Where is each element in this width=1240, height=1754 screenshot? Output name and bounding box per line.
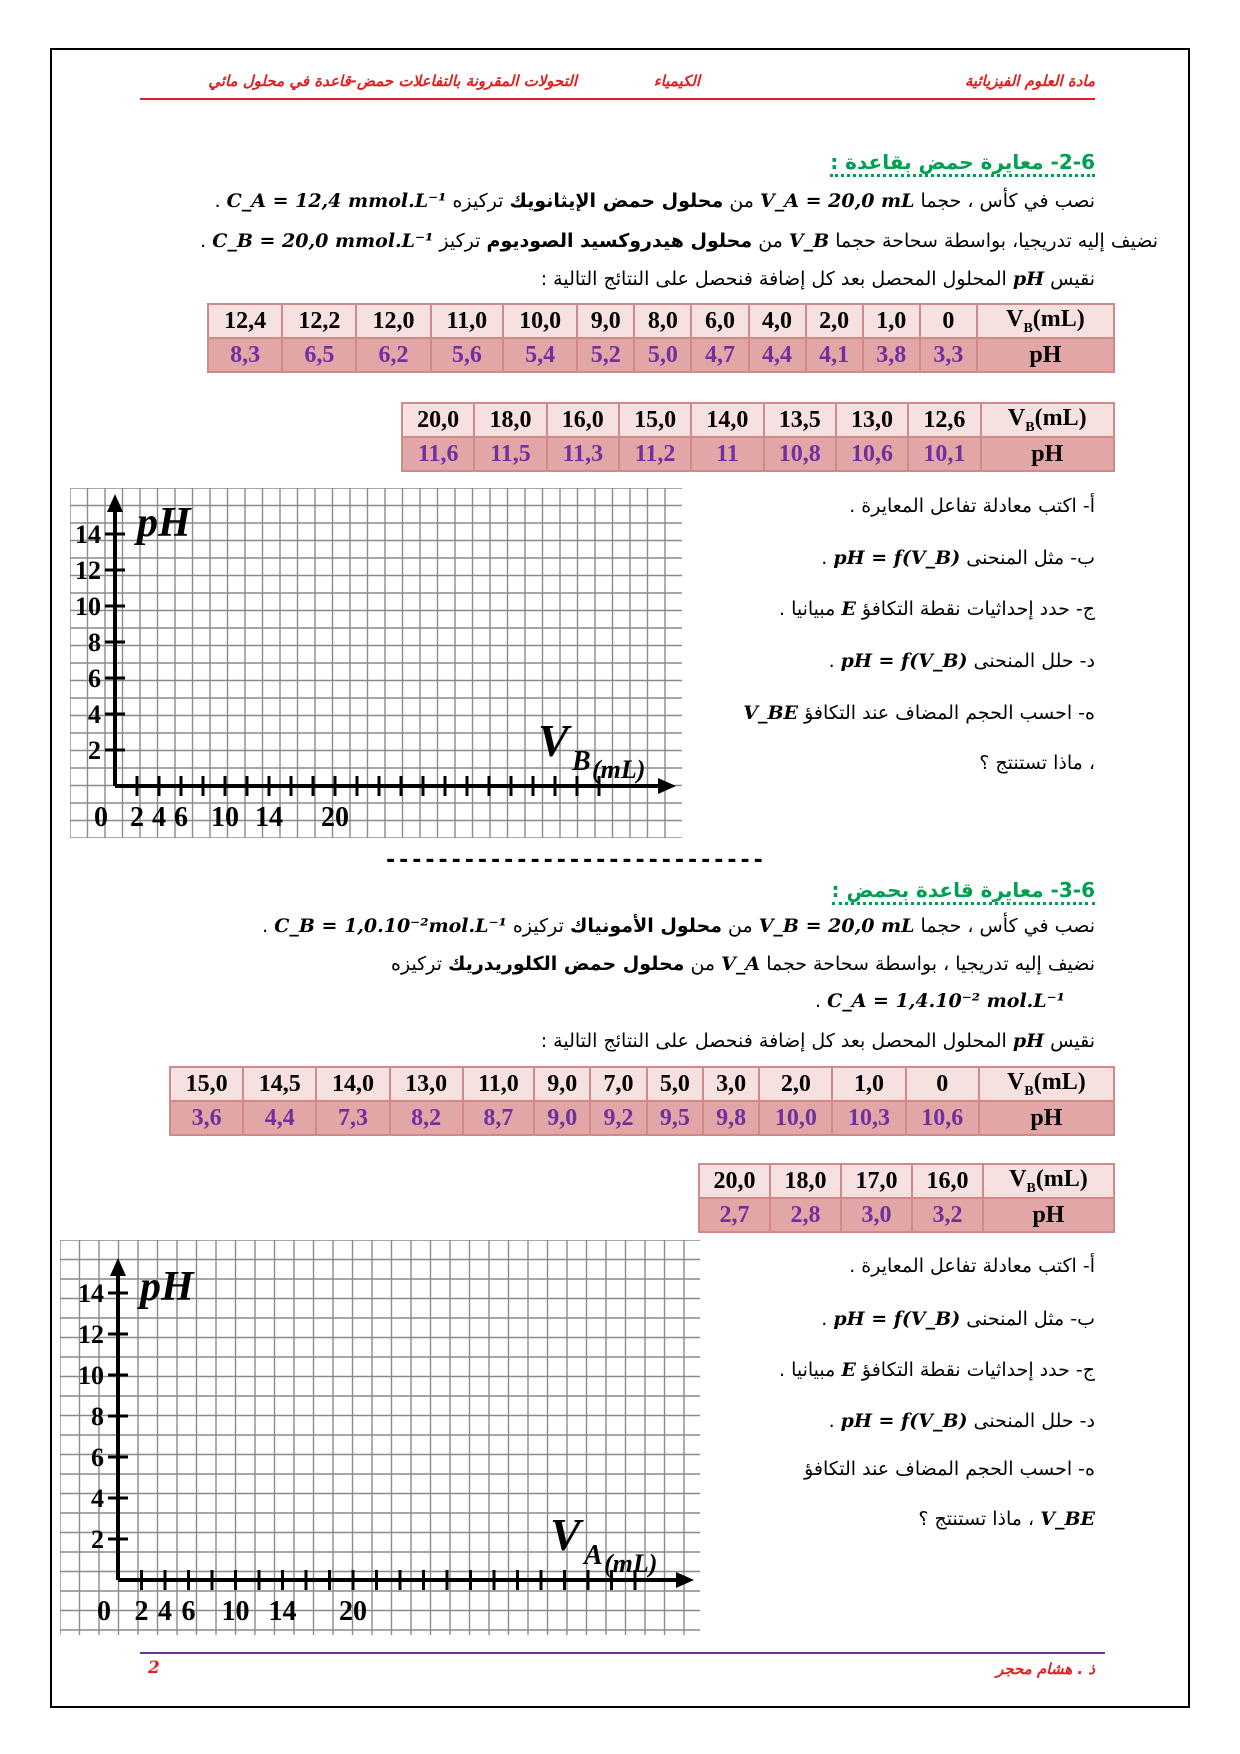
row-header: pH <box>979 1101 1114 1135</box>
text: ب- مثل المنحنى <box>966 1308 1095 1330</box>
x-tick-label: 20 <box>339 1596 367 1627</box>
math-cb: C_B = 20,0 mmol.L⁻¹ <box>212 230 434 252</box>
section2-line2b <box>815 990 1065 1012</box>
volume-row <box>699 1164 1114 1198</box>
text: ه- احسب الحجم المضاف عند التكافؤ <box>804 702 1095 724</box>
y-tick-label: 4 <box>88 700 101 729</box>
section1-table2 <box>401 402 1115 472</box>
y-tick-label: 2 <box>91 1525 104 1554</box>
table-cell: 6,2 <box>356 338 430 372</box>
math: E <box>841 1359 856 1381</box>
text: . <box>821 547 828 569</box>
table-cell: 14,0 <box>691 403 763 437</box>
table-cell: 8,0 <box>634 304 691 338</box>
text: نقيس <box>1050 1030 1095 1052</box>
table-cell: 0 <box>906 1067 979 1101</box>
text: د- حلل المنحنى <box>973 650 1095 672</box>
s1-question-f: ، ماذا تستنتج ؟ <box>979 752 1095 774</box>
text: نصب في كأس ، حجما <box>920 190 1095 212</box>
math-ph: pH <box>1012 268 1045 290</box>
solution-name: محلول الأمونياك <box>569 915 722 937</box>
x-axis-subscript: B <box>572 746 591 777</box>
table-cell: 3,0 <box>841 1198 912 1232</box>
y-axis-label: pH <box>137 500 191 546</box>
math: pH = f(V_B) <box>833 1308 961 1330</box>
table-cell: 16,0 <box>912 1164 983 1198</box>
table-cell: 11,0 <box>463 1067 534 1101</box>
table-cell: 8,2 <box>390 1101 463 1135</box>
y-tick-label: 14 <box>75 520 101 549</box>
x-tick-label: 6 <box>174 802 188 833</box>
table-cell: 9,0 <box>534 1067 590 1101</box>
table-cell: 9,5 <box>647 1101 703 1135</box>
math-ca: C_A = 1,4.10⁻² mol.L⁻¹ <box>827 990 1065 1012</box>
table-cell: 12,4 <box>208 304 282 338</box>
text: مبيانيا . <box>779 598 836 620</box>
math: E <box>841 598 856 620</box>
volume-row <box>402 403 1114 437</box>
s1-question-e <box>743 702 1095 724</box>
table-cell: 11,0 <box>431 304 503 338</box>
section2-line1 <box>262 915 1095 937</box>
table-cell: 3,6 <box>170 1101 243 1135</box>
s2-question-a: أ- اكتب معادلة تفاعل المعايرة . <box>849 1255 1095 1277</box>
table-cell: 10,8 <box>764 437 836 471</box>
text: . <box>814 990 822 1012</box>
y-tick-label: 4 <box>91 1484 104 1513</box>
text: من <box>728 915 753 937</box>
text: نضيف إليه تدريجيا، بواسطة سحاحة حجما <box>835 230 1158 252</box>
header-subject: مادة العلوم الفيزيائية <box>964 72 1095 90</box>
text: . <box>262 915 269 937</box>
x-tick-label: 10 <box>221 1596 250 1627</box>
text: . <box>828 650 835 672</box>
table-cell: 3,3 <box>920 338 977 372</box>
table-cell: 10,1 <box>908 437 980 471</box>
ph-row <box>170 1101 1114 1135</box>
x-tick-label: 0 <box>97 1596 111 1627</box>
text: . <box>828 1410 835 1432</box>
text: نقيس <box>1050 268 1095 290</box>
y-tick-label: 14 <box>78 1279 104 1308</box>
row-header: pH <box>981 437 1115 471</box>
table-cell: 8,3 <box>208 338 282 372</box>
y-tick-label: 10 <box>75 592 101 621</box>
x-axis-unit: (mL) <box>604 1549 658 1578</box>
math: V_BE <box>743 702 799 724</box>
x-tick-label: 14 <box>255 802 283 833</box>
y-tick-label: 8 <box>88 628 101 657</box>
text: . <box>821 1308 828 1330</box>
ph-row <box>208 338 1114 372</box>
table-cell: 10,6 <box>836 437 908 471</box>
table-cell: 20,0 <box>402 403 474 437</box>
table-cell: 1,0 <box>832 1067 905 1101</box>
table-cell: 9,8 <box>703 1101 759 1135</box>
s2-question-e: ه- احسب الحجم المضاف عند التكافؤ <box>804 1458 1095 1480</box>
s1-question-b <box>821 547 1095 569</box>
table-cell: 13,0 <box>390 1067 463 1101</box>
table-cell: 9,0 <box>577 304 634 338</box>
table-cell: 17,0 <box>841 1164 912 1198</box>
table-cell: 4,7 <box>691 338 748 372</box>
table-cell: 20,0 <box>699 1164 770 1198</box>
table-cell: 6,5 <box>282 338 356 372</box>
table-cell: 10,6 <box>906 1101 979 1135</box>
ph-row <box>402 437 1114 471</box>
table-cell: 5,0 <box>647 1067 703 1101</box>
table-cell: 9,2 <box>590 1101 646 1135</box>
text: تركيزه <box>452 190 504 212</box>
table-cell: 12,2 <box>282 304 356 338</box>
text: تركيز <box>439 230 481 252</box>
table-cell: 5,6 <box>431 338 503 372</box>
table-cell: 10,0 <box>503 304 577 338</box>
table-cell: 11 <box>691 437 763 471</box>
s1-question-c <box>779 598 1095 620</box>
y-tick-label: 6 <box>91 1443 104 1472</box>
table-cell: 15,0 <box>170 1067 243 1101</box>
text: . <box>214 190 221 212</box>
table-cell: 6,0 <box>691 304 748 338</box>
x-tick-label: 2 <box>130 802 144 833</box>
table-cell: 12,6 <box>908 403 980 437</box>
text: تركيزه <box>512 915 564 937</box>
section2-line2 <box>391 953 1095 975</box>
table-cell: 11,3 <box>547 437 619 471</box>
text: من <box>690 953 716 975</box>
page-header <box>140 72 1095 102</box>
section1-graph <box>70 488 682 838</box>
table-cell: 5,0 <box>634 338 691 372</box>
table-cell: 18,0 <box>474 403 546 437</box>
y-tick-label: 2 <box>88 736 101 765</box>
volume-row <box>170 1067 1114 1101</box>
footer-line <box>140 1652 1105 1654</box>
x-tick-label: 20 <box>321 802 349 833</box>
s2-question-f <box>918 1508 1095 1530</box>
x-tick-label: 4 <box>158 1596 172 1627</box>
table-cell: 15,0 <box>619 403 691 437</box>
s1-question-d <box>829 650 1095 672</box>
table-cell: 4,0 <box>749 304 806 338</box>
table-cell: 8,7 <box>463 1101 534 1135</box>
y-tick-label: 8 <box>91 1402 104 1431</box>
text: ب- مثل المنحنى <box>966 547 1095 569</box>
text: . <box>200 230 207 252</box>
math: pH = f(V_B) <box>833 547 961 569</box>
row-header: $V_B(mL)$ <box>981 403 1115 437</box>
section1-line1 <box>215 190 1096 212</box>
text: نضيف إليه تدريجيا ، بواسطة سحاحة حجما <box>766 953 1095 975</box>
table-cell: 11,2 <box>619 437 691 471</box>
footer-author: ذ . هشام محجر <box>996 1660 1095 1678</box>
header-unit: التحولات المقرونة بالتفاعلات حمض-قاعدة في محلول مائي <box>208 72 577 90</box>
row-header: $V_B(mL)$ <box>983 1164 1114 1198</box>
text: المحلول المحصل بعد كل إضافة فنحصل على النتائج التالية : <box>540 268 1007 290</box>
x-axis-label: V <box>538 715 569 766</box>
section2-table2 <box>698 1163 1115 1233</box>
y-tick-label: 12 <box>75 556 101 585</box>
math-va: V_A = 20,0 mL <box>760 190 915 212</box>
section1-line2 <box>200 230 1158 252</box>
row-header: pH <box>977 338 1114 372</box>
math-ph: pH <box>1012 1030 1045 1052</box>
text: ج- حدد إحداثيات نقطة التكافؤ <box>861 1359 1095 1381</box>
ph-row <box>699 1198 1114 1232</box>
math-ca: C_A = 12,4 mmol.L⁻¹ <box>226 190 447 212</box>
table-cell: 14,5 <box>243 1067 316 1101</box>
table-cell: 11,5 <box>474 437 546 471</box>
table-cell: 13,0 <box>836 403 908 437</box>
table-cell: 2,8 <box>770 1198 841 1232</box>
table-cell: 2,0 <box>759 1067 832 1101</box>
x-tick-label: 4 <box>152 802 166 833</box>
table-cell: 4,1 <box>806 338 863 372</box>
y-tick-label: 6 <box>88 664 101 693</box>
solution-name: محلول حمض الإيثانويك <box>509 190 724 212</box>
x-axis-unit: (mL) <box>592 755 646 784</box>
row-header: pH <box>983 1198 1114 1232</box>
s1-question-a: أ- اكتب معادلة تفاعل المعايرة . <box>849 495 1095 517</box>
text: ج- حدد إحداثيات نقطة التكافؤ <box>861 598 1095 620</box>
header-domain: الكيمياء <box>653 72 700 90</box>
table-cell: 0 <box>920 304 977 338</box>
table-cell: 4,4 <box>749 338 806 372</box>
table-cell: 2,0 <box>806 304 863 338</box>
section2-title: 3-6- معايرة قاعدة بحمض : <box>832 878 1095 905</box>
solution-name: محلول حمض الكلوريدريك <box>448 953 685 975</box>
y-tick-label: 10 <box>78 1361 104 1390</box>
row-header: $V_B(mL)$ <box>977 304 1114 338</box>
table-cell: 13,5 <box>764 403 836 437</box>
math: pH = f(V_B) <box>840 650 968 672</box>
table-cell: 10,0 <box>759 1101 832 1135</box>
row-header: $V_B(mL)$ <box>979 1067 1114 1101</box>
table-cell: 3,2 <box>912 1198 983 1232</box>
text: من <box>729 190 754 212</box>
table-cell: 7,3 <box>316 1101 389 1135</box>
x-axis-label: V <box>550 1509 581 1560</box>
table-cell: 1,0 <box>863 304 920 338</box>
table-cell: 16,0 <box>547 403 619 437</box>
math-vb: V_B = 20,0 mL <box>758 915 915 937</box>
separator: ----------------------------- <box>386 848 767 873</box>
section2-line3 <box>541 1030 1095 1052</box>
math-va: V_A <box>721 953 761 975</box>
section1-table1 <box>207 303 1115 373</box>
table-cell: 12,0 <box>356 304 430 338</box>
s2-question-d <box>829 1410 1095 1432</box>
x-tick-label: 6 <box>181 1596 196 1627</box>
table-cell: 10,3 <box>832 1101 905 1135</box>
text: ، ماذا تستنتج ؟ <box>918 1508 1035 1530</box>
solution-name: محلول هيدروكسيد الصوديوم <box>486 230 753 252</box>
text: د- حلل المنحنى <box>973 1410 1095 1432</box>
y-tick-label: 12 <box>78 1320 104 1349</box>
table-cell: 9,0 <box>534 1101 590 1135</box>
table-cell: 5,4 <box>503 338 577 372</box>
table-cell: 14,0 <box>316 1067 389 1101</box>
s2-question-b <box>821 1308 1095 1330</box>
table-cell: 2,7 <box>699 1198 770 1232</box>
math: pH = f(V_B) <box>840 1410 968 1432</box>
table-cell: 3,8 <box>863 338 920 372</box>
math-cb: C_B = 1,0.10⁻²mol.L⁻¹ <box>274 915 507 937</box>
text: المحلول المحصل بعد كل إضافة فنحصل على النتائج التالية : <box>540 1030 1007 1052</box>
table-cell: 7,0 <box>590 1067 646 1101</box>
math: V_BE <box>1040 1508 1095 1530</box>
section1-line3 <box>541 268 1095 290</box>
text: تركيزه <box>391 953 442 975</box>
table-cell: 5,2 <box>577 338 634 372</box>
text: من <box>758 230 783 252</box>
x-tick-label: 2 <box>134 1596 149 1627</box>
table-cell: 11,6 <box>402 437 474 471</box>
x-axis-subscript: A <box>584 1540 603 1571</box>
x-tick-label: 0 <box>94 802 108 833</box>
header-underline <box>140 98 1095 100</box>
text: نصب في كأس ، حجما <box>920 915 1095 937</box>
x-tick-label: 10 <box>211 802 239 833</box>
text: مبيانيا . <box>779 1359 836 1381</box>
table-cell: 18,0 <box>770 1164 841 1198</box>
section2-table1 <box>169 1066 1115 1136</box>
s2-question-c <box>779 1359 1095 1381</box>
section1-title: 2-6- معايرة حمض بقاعدة : <box>830 150 1095 177</box>
page-number: 2 <box>148 1658 160 1678</box>
math-vb: V_B <box>788 230 830 252</box>
section2-graph <box>60 1240 700 1635</box>
table-cell: 4,4 <box>243 1101 316 1135</box>
table-cell: 3,0 <box>703 1067 759 1101</box>
x-tick-label: 14 <box>268 1596 297 1627</box>
y-axis-label: pH <box>140 1264 194 1310</box>
volume-row <box>208 304 1114 338</box>
